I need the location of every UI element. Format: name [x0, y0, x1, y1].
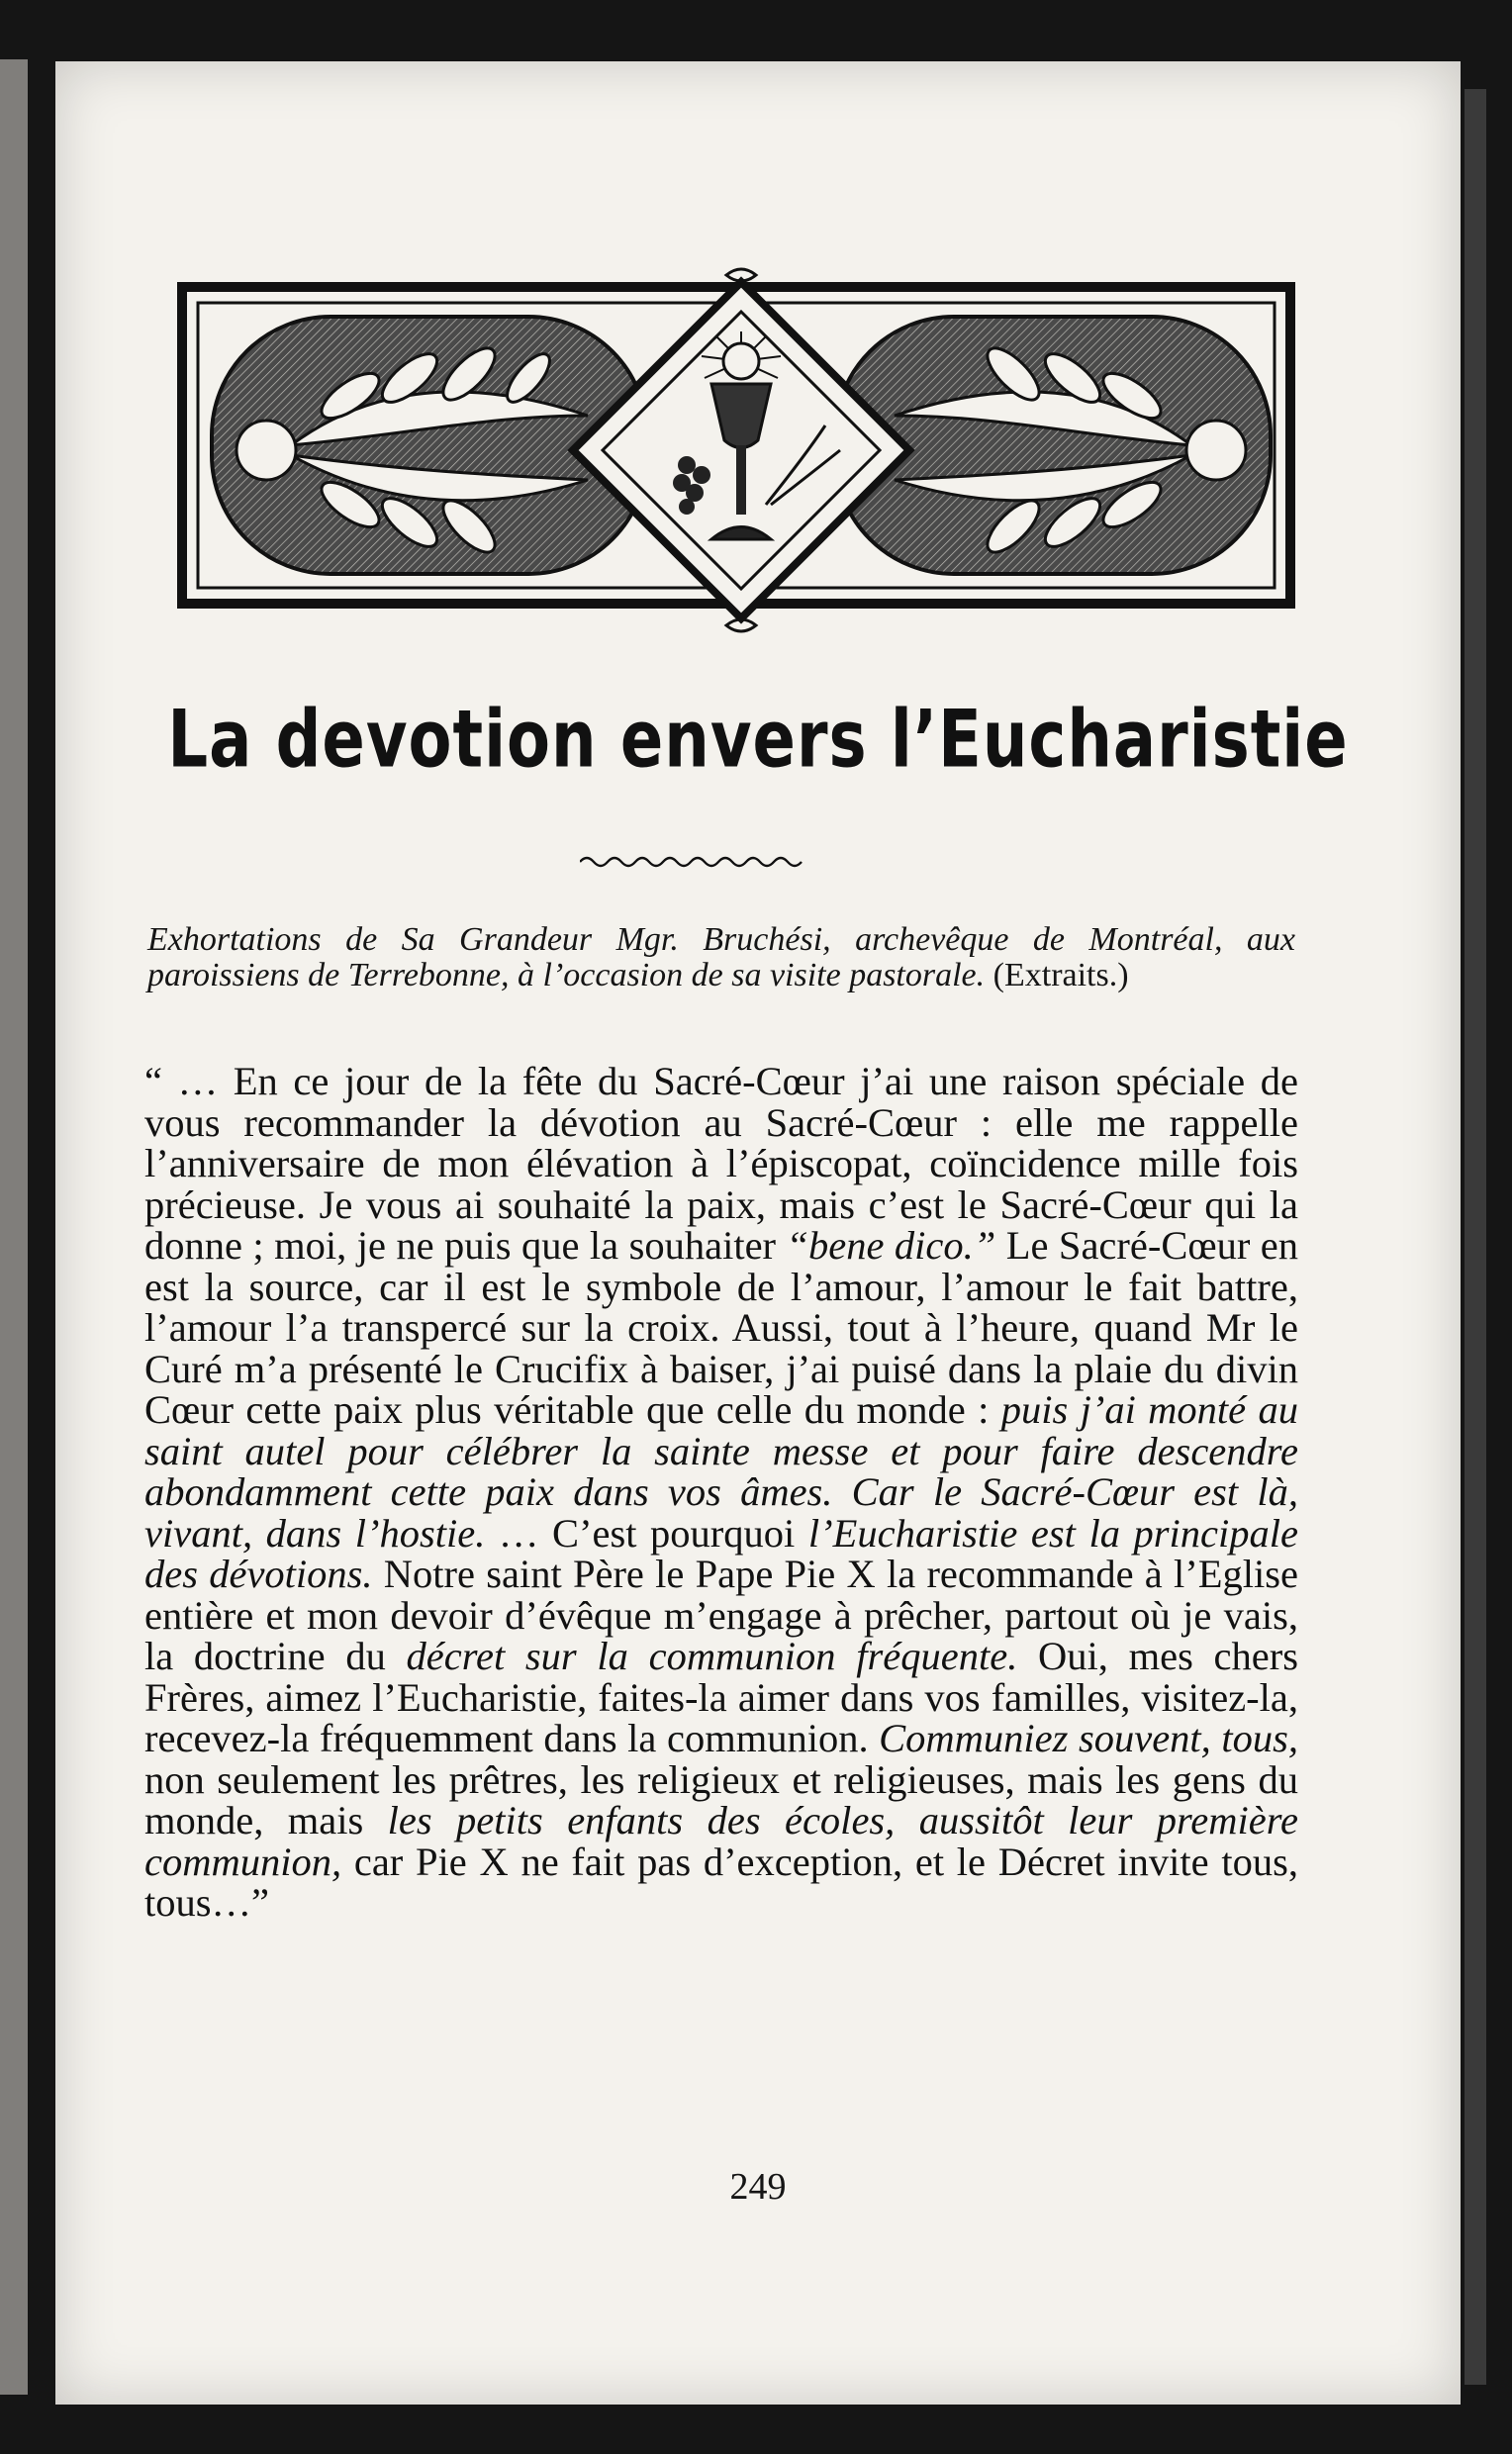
- eucharist-ornament-banner: [172, 267, 1310, 633]
- body-italic-run: les petits enfants des écoles, aussitôt leur première communion,: [144, 1798, 1298, 1884]
- adjacent-page-edge: [0, 59, 28, 2395]
- book-spine-edge: [1465, 89, 1486, 2385]
- intro-plain-text: (Extraits.): [985, 957, 1129, 993]
- body-italic-run: Communiez souvent, tous,: [879, 1716, 1298, 1760]
- body-text-run: car Pie X ne fait pas d’exception, et le Décret invite tous, tous…”: [144, 1839, 1298, 1925]
- page-title: La devotion envers l’Eucharistie: [167, 695, 1349, 787]
- wavy-divider: [580, 853, 807, 871]
- body-text-run: … C’est pourquoi: [485, 1510, 808, 1556]
- exhortation-body: [144, 1061, 1298, 1924]
- body-text-run: non seulement les prêtres, les religieux et religieuses, mais les gens du monde, mais: [144, 1756, 1298, 1842]
- body-italic-run: décret sur la communion fréquente.: [406, 1634, 1018, 1678]
- page-number: 249: [729, 2166, 787, 2208]
- book-page: [55, 61, 1461, 2405]
- intro-paragraph: [147, 922, 1295, 993]
- body-italic-run: l’Eucharistie est la principale des dévotions.: [144, 1510, 1298, 1596]
- body-text-run: “ … En ce jour de la fête du Sacré-Cœur j’ai une raison spéciale de vous recommander la dévotion au Sacré-Cœur : elle me rappelle l’anniversaire de mon élévation à l’épiscopat, coïncidence mille fois précieuse. Je vous ai souhaité la paix, mais c’est le Sacré-Cœur qui la donne ; moi, je ne puis que la souhaiter: [144, 1059, 1298, 1268]
- body-italic-run: “bene dico.”: [786, 1223, 996, 1268]
- body-text-run: Le Sacré-Cœur en est la source, car il est le symbole de l’amour, l’amour le fait battre, l’amour l’a transpercé sur la croix. Aussi, tout à l’heure, quand Mr le Curé m’a présenté le Crucifix à baiser, j’ai puisé dans la plaie du divin Cœur cette paix plus véritable que celle du monde :: [144, 1223, 1299, 1432]
- intro-italic-text: Exhortations de Sa Grandeur Mgr. Bruchési, archevêque de Montréal, aux paroissiens de Terrebonne, à l’occasion de sa visite pastorale.: [147, 921, 1295, 993]
- body-text-run: Notre saint Père le Pape Pie X la recommande à l’Eglise entière et mon devoir d’évêque m’engage à prêcher, partout où je vais, la doctrine du: [144, 1552, 1298, 1678]
- body-text-run: Oui, mes chers Frères, aimez l’Eucharistie, faites-la aimer dans vos familles, visitez-la, recevez-la fréquemment dans la communion.: [144, 1634, 1299, 1760]
- body-italic-run: puis j’ai monté au saint autel pour célébrer la sainte messe et pour faire descendre abondamment cette paix dans vos âmes. Car le Sacré-Cœur est là, vivant, dans l’hostie.: [144, 1387, 1298, 1556]
